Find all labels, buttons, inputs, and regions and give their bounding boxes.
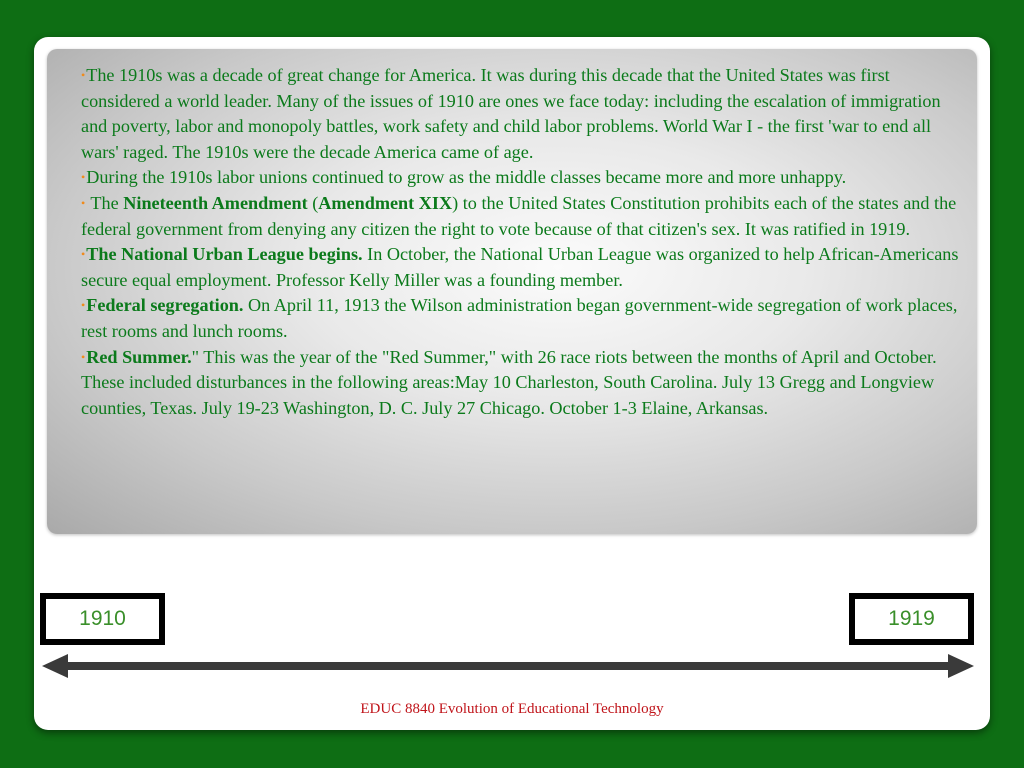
bullet-text: " This was the year of the "Red Summer," with 26 race riots between the months of April and October. These included disturbances in the following areas:May 10 Charleston, South Carolina. July 13 Gregg and Longview counties, Texas. July 19-23 Washington, D. C. July 27 Chicago. October 1-3 Elaine, Arkansas. bbox=[81, 346, 937, 418]
bullet-item bbox=[81, 242, 963, 293]
footer-caption: EDUC 8840 Evolution of Educational Technology bbox=[360, 701, 664, 717]
text-panel bbox=[47, 49, 977, 534]
bullet-dot-icon: • bbox=[81, 195, 86, 210]
slide bbox=[34, 37, 990, 730]
bullet-item bbox=[81, 165, 963, 191]
bullet-dot-icon: • bbox=[81, 68, 86, 82]
bullet-dot-icon: • bbox=[81, 349, 86, 364]
bullet-dot-icon: • bbox=[81, 298, 86, 313]
bullet-bold-text: Red Summer. bbox=[86, 346, 192, 367]
bullet-text: The 1910s was a decade of great change for America. It was during this decade that the United States was first considered a world leader. Many of the issues of 1910 are ones we face today: including the escalation of immigration and poverty, labor and monopoly battles, work safety and child labor problems. World War I - the first 'war to end all wars' raged. The 1910s were the decade America came of age. bbox=[81, 65, 941, 162]
timeline-start-year: 1910 bbox=[40, 593, 165, 645]
bullet-dot-icon: • bbox=[81, 247, 86, 262]
bullet-bold-text: Amendment XIX bbox=[318, 192, 453, 213]
bullet-bold-text: Nineteenth Amendment bbox=[123, 192, 308, 213]
bullet-dot-icon: • bbox=[81, 170, 86, 185]
bullet-item bbox=[81, 191, 963, 242]
bullet-text: The bbox=[86, 192, 124, 213]
timeline-arrow bbox=[42, 651, 974, 681]
bullet-bold-text: Federal segregation. bbox=[86, 295, 244, 316]
bullet-text: In October, the National Urban League was organized to help African-Americans secure equal employment. Professor Kelly Miller was a founding member. bbox=[81, 244, 959, 290]
bullet-text: ) to the United States Constitution prohibits each of the states and the federal government from denying any citizen the right to vote because of that citizen's sex. It was ratified in 1919. bbox=[81, 192, 957, 239]
timeline-line bbox=[64, 662, 952, 670]
bullet-list bbox=[47, 49, 977, 421]
bullet-text: On April 11, 1913 the Wilson administration began government-wide segregation of work places, rest rooms and lunch rooms. bbox=[81, 295, 958, 341]
arrow-right-icon bbox=[948, 654, 974, 678]
bullet-item bbox=[81, 63, 963, 165]
bullet-bold-text: The National Urban League begins. bbox=[86, 244, 363, 265]
bullet-text: ( bbox=[307, 192, 319, 213]
bullet-item bbox=[81, 293, 963, 344]
timeline-end-year: 1919 bbox=[849, 593, 974, 645]
arrow-left-icon bbox=[42, 654, 68, 678]
bullet-text: During the 1910s labor unions continued to grow as the middle classes became more and more unhappy. bbox=[86, 167, 847, 188]
bullet-item bbox=[81, 345, 963, 422]
